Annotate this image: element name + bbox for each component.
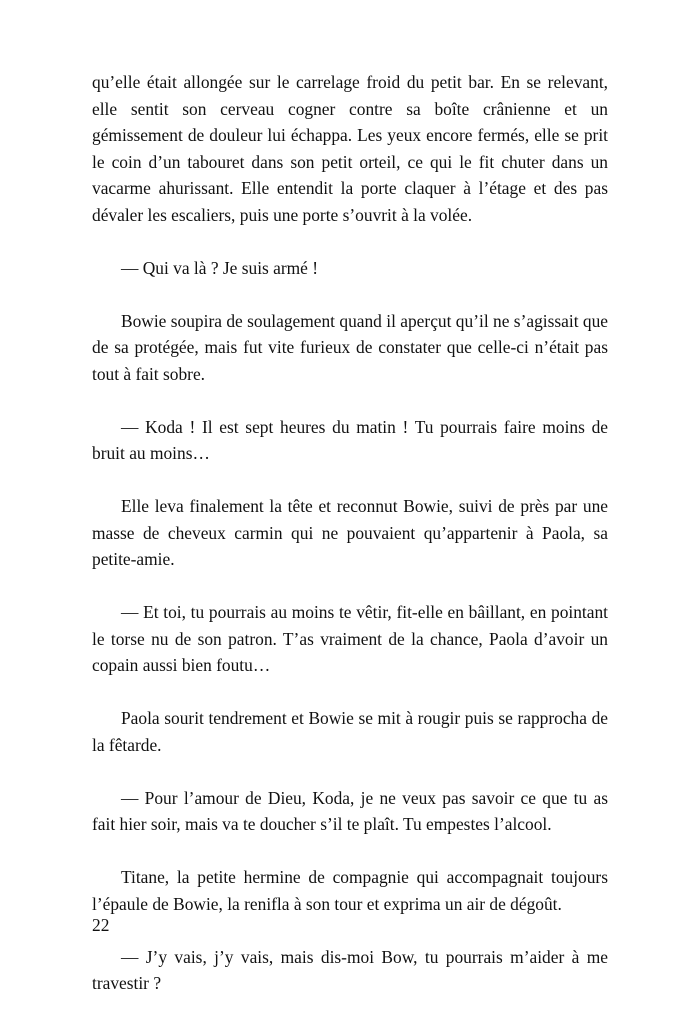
dialogue-line: — Et toi, tu pourrais au moins te vêtir, fit-elle en bâillant, en pointant le torse nu de son patron. T’as vraiment de la chance, Paola d’avoir un copain aussi bien foutu… <box>92 602 608 675</box>
paragraph: Paola sourit tendrement et Bowie se mit à rougir puis se rapprocha de la fêtarde. <box>92 708 608 755</box>
paragraph: Titane, la petite hermine de compagnie qui accompagnait toujours l’épaule de Bowie, la renifla à son tour et exprima un air de dégoût. <box>92 867 608 914</box>
paragraph: Elle leva finalement la tête et reconnut Bowie, suivi de près par une masse de cheveux carmin qui ne pouvaient qu’appartenir à Paola, sa petite-amie. <box>92 496 608 569</box>
dialogue-line: — Koda ! Il est sept heures du matin ! Tu pourrais faire moins de bruit au moins… <box>92 416 608 463</box>
page-body <box>92 69 608 1023</box>
page-number: 22 <box>92 915 110 935</box>
dialogue-line: — Qui va là ? Je suis armé ! <box>121 257 319 278</box>
dialogue-line: — Pour l’amour de Dieu, Koda, je ne veux pas savoir ce que tu as fait hier soir, mais va te doucher s’il te plaît. Tu empestes l’alcool. <box>92 787 608 834</box>
paragraph-continued: qu’elle était allongée sur le carrelage froid du petit bar. En se relevant, elle sentit son cerveau cogner contre sa boîte crânienne et un gémissement de douleur lui échappa. Les yeux encore fermés, elle se prit le coin d’un tabouret dans son petit orteil, ce qui le fit chuter dans un vacarme ahurissant. Elle entendit la porte claquer à l’étage et des pas dévaler les escaliers, puis une porte s’ouvrit à la volée. <box>92 72 608 225</box>
dialogue-line: — J’y vais, j’y vais, mais dis-moi Bow, tu pourrais m’aider à me travestir ? <box>92 946 608 993</box>
paragraph: Bowie soupira de soulagement quand il aperçut qu’il ne s’agissait que de sa protégée, mais fut vite furieux de constater que celle-ci n’était pas tout à fait sobre. <box>92 310 608 384</box>
